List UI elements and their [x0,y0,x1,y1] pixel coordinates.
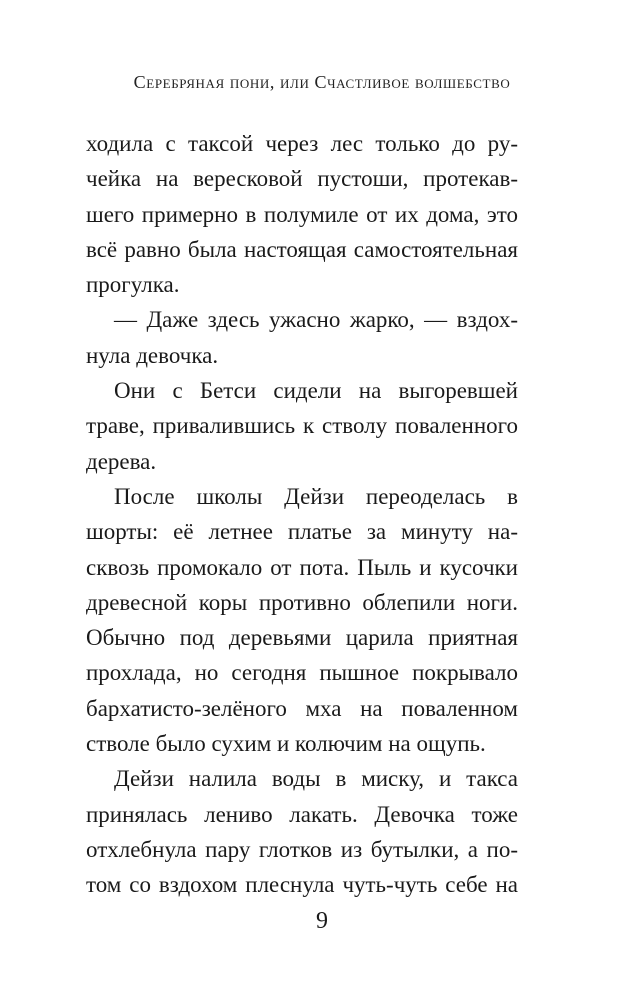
text-line: том со вздохом плеснула чуть-чуть себе на [86,872,518,898]
text-line: шорты: её летнее платье за минуту на- [86,519,518,545]
text-line: Дейзи налила воды в миску, и такса [114,766,518,792]
paragraph [86,761,518,902]
text-line: шего примерно в полумиле от их дома, это [86,201,518,227]
text-line: Они с Бетси сидели на выгоревшей [114,378,518,404]
paragraph [86,126,518,302]
paragraph [86,479,518,761]
text-line: бархатисто-зелёного мха на поваленном [86,695,518,721]
text-line: принялась лениво лакать. Девочка тоже [86,801,518,827]
text-line: После школы Дейзи переоделась в [114,483,518,509]
text-line: дерева. [86,448,157,474]
text-line: отхлебнула пару глотков из бутылки, а по- [86,836,518,862]
text-line: стволе было сухим и колючим на ощупь. [86,731,486,757]
page-number: 9 [316,908,328,934]
text-line: — Даже здесь ужасно жарко, — вздох- [114,307,518,333]
text-line: прогулка. [86,272,180,298]
paragraph [86,373,518,479]
page-body-text [86,126,518,903]
text-line: нула девочка. [86,342,219,368]
text-line: чейка на вересковой пустоши, протекав- [86,166,518,192]
text-line: траве, привалившись к стволу поваленного [86,413,518,439]
text-line: сквозь промокало от пота. Пыль и кусочки [86,554,518,580]
text-line: Обычно под деревьями царила приятная [86,625,518,651]
text-line: древесной коры противно облепили ноги. [86,589,518,615]
text-line: всё равно была настоящая самостоятельная [86,236,518,262]
text-line: прохлада, но сегодня пышное покрывало [86,660,518,686]
paragraph [86,302,518,373]
text-line: ходила с таксой через лес только до ру- [86,131,518,156]
running-header: Серебряная пони, или Счастливое волшебство [133,72,511,92]
